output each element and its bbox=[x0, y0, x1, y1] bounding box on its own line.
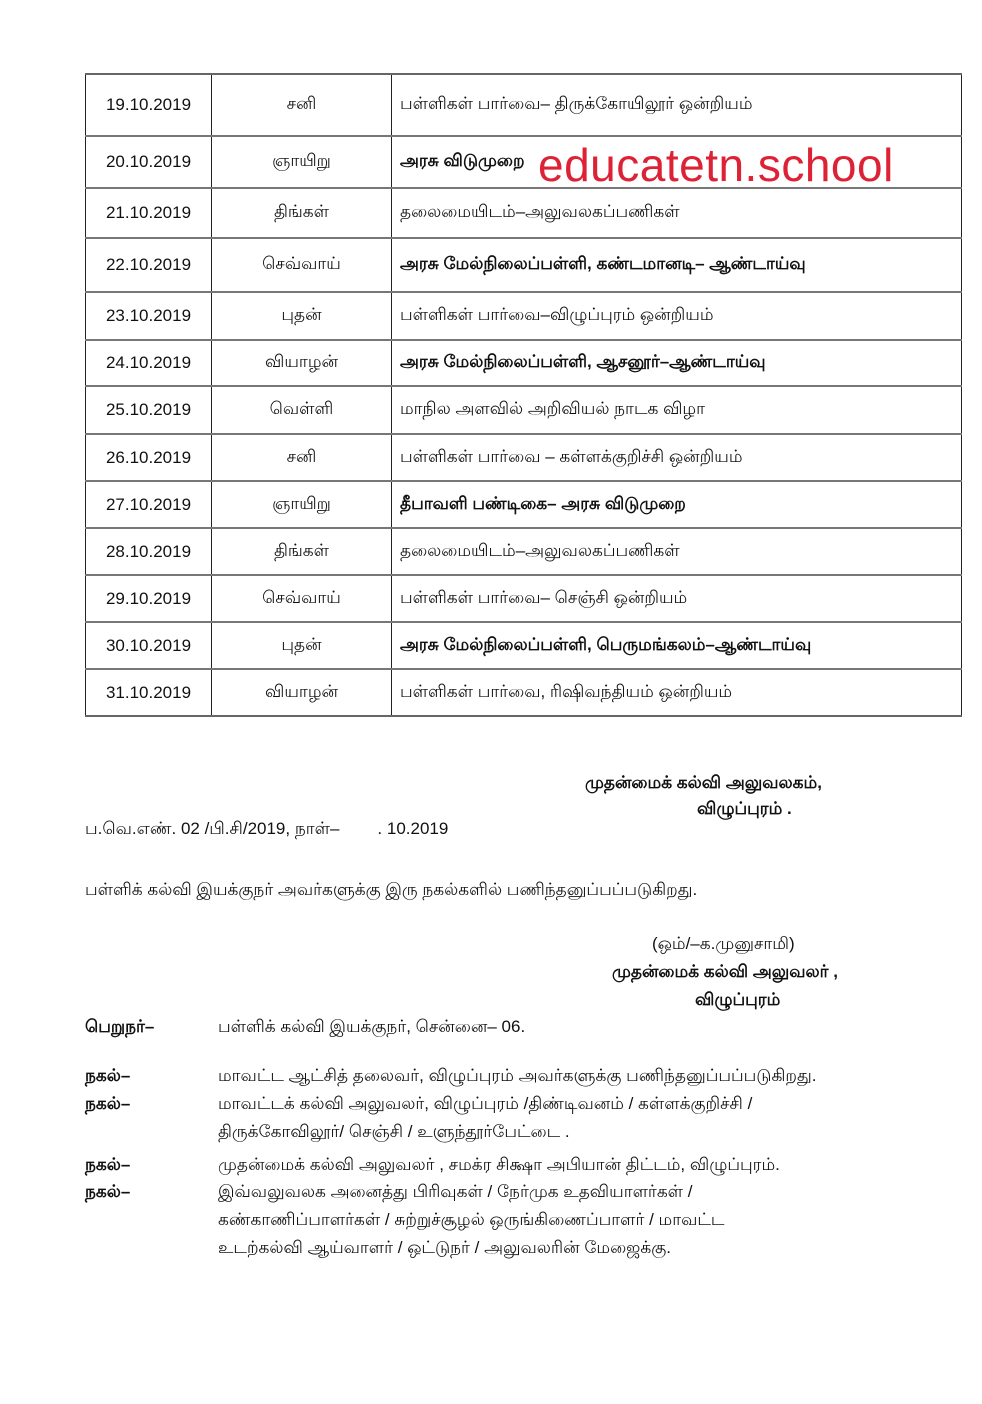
activity-cell: அரசு மேல்நிலைப்பள்ளி, பெருமங்கலம்–ஆண்டாய்வு bbox=[392, 622, 962, 669]
watermark: educatetn.school bbox=[538, 139, 894, 191]
day-cell: புதன் bbox=[212, 622, 392, 669]
copy-line: உடற்கல்வி ஆய்வாளர் / ஒட்டுநர் / அலுவலரின் மேஜைக்கு. bbox=[218, 1238, 671, 1257]
copy-line: இவ்வலுவலக அனைத்து பிரிவுகள் / நேர்முக உதவியாளர்கள் / bbox=[218, 1182, 693, 1201]
copy-text bbox=[218, 1151, 898, 1179]
copy-line: மாவட்ட ஆட்சித் தலைவர், விழுப்புரம் அவர்களுக்கு பணிந்தனுப்பப்படுகிறது. bbox=[218, 1066, 817, 1085]
date-cell: 30.10.2019 bbox=[86, 622, 212, 669]
activity-cell: அரசு மேல்நிலைப்பள்ளி, கண்டமானடி– ஆண்டாய்வு bbox=[392, 238, 962, 292]
day-cell: வெள்ளி bbox=[212, 386, 392, 434]
date-cell: 21.10.2019 bbox=[86, 188, 212, 238]
schedule-row bbox=[86, 188, 962, 238]
forwarding-note: பள்ளிக் கல்வி இயக்குநர் அவர்களுக்கு இரு நகல்களில் பணிந்தனுப்பப்படுகிறது. bbox=[85, 880, 698, 899]
copy-line: முதன்மைக் கல்வி அலுவலர் , சமக்ர சிக்ஷா அபியான் திட்டம், விழுப்புரம். bbox=[218, 1155, 780, 1174]
activity-cell: தலைமையிடம்–அலுவலகப்பணிகள் bbox=[392, 528, 962, 575]
activity-cell: பள்ளிகள் பார்வை, ரிஷிவந்தியம் ஒன்றியம் bbox=[392, 669, 962, 716]
activity-cell: மாநில அளவில் அறிவியல் நாடக விழா bbox=[392, 386, 962, 434]
schedule-row bbox=[86, 575, 962, 622]
schedule-row bbox=[86, 340, 962, 386]
day-cell: செவ்வாய் bbox=[212, 575, 392, 622]
schedule-row bbox=[86, 434, 962, 481]
day-cell: சனி bbox=[212, 434, 392, 481]
day-cell: திங்கள் bbox=[212, 528, 392, 575]
date-cell: 27.10.2019 bbox=[86, 481, 212, 528]
activity-cell: பள்ளிகள் பார்வை–விழுப்புரம் ஒன்றியம் bbox=[392, 292, 962, 340]
day-cell: வியாழன் bbox=[212, 340, 392, 386]
date-cell: 28.10.2019 bbox=[86, 528, 212, 575]
activity-cell: பள்ளிகள் பார்வை – கள்ளக்குறிச்சி ஒன்றியம் bbox=[392, 434, 962, 481]
activity-cell: பள்ளிகள் பார்வை– திருக்கோயிலூர் ஒன்றியம் bbox=[392, 74, 962, 136]
copy-text bbox=[218, 1178, 898, 1262]
day-cell: வியாழன் bbox=[212, 669, 392, 716]
date-cell: 19.10.2019 bbox=[86, 74, 212, 136]
copy-line: கண்காணிப்பாளர்கள் / சுற்றுச்சூழல் ஒருங்கிணைப்பாளர் / மாவட்ட bbox=[218, 1210, 725, 1229]
copy-label: நகல்– bbox=[85, 1066, 131, 1085]
schedule-row bbox=[86, 292, 962, 340]
schedule-row bbox=[86, 528, 962, 575]
date-cell: 23.10.2019 bbox=[86, 292, 212, 340]
recipient-text: பள்ளிக் கல்வி இயக்குநர், சென்னை– 06. bbox=[218, 1017, 526, 1036]
date-cell: 31.10.2019 bbox=[86, 669, 212, 716]
day-cell: புதன் bbox=[212, 292, 392, 340]
copy-line: மாவட்டக் கல்வி அலுவலர், விழுப்புரம் /திண்டிவனம் / கள்ளக்குறிச்சி / bbox=[218, 1094, 753, 1113]
schedule-row bbox=[86, 238, 962, 292]
recipient-label: பெறுநர்– bbox=[85, 1017, 155, 1036]
copy-text bbox=[218, 1062, 898, 1090]
signed-by: (ஒம்/–க.முனுசாமி) bbox=[652, 934, 795, 953]
reference-line bbox=[85, 819, 448, 841]
copy-text bbox=[218, 1090, 898, 1146]
copy-label: நகல்– bbox=[85, 1094, 131, 1113]
day-cell: சனி bbox=[212, 74, 392, 136]
activity-cell: அரசு விடுமுறை bbox=[392, 136, 962, 188]
office-name: முதன்மைக் கல்வி அலுவலகம், bbox=[585, 773, 822, 792]
reference-date: . 10.2019 bbox=[377, 819, 449, 838]
signer-place: விழுப்புரம் bbox=[695, 990, 781, 1009]
schedule-row bbox=[86, 669, 962, 716]
office-address bbox=[585, 770, 845, 822]
schedule-row bbox=[86, 386, 962, 434]
activity-cell: தீபாவளி பண்டிகை– அரசு விடுமுறை bbox=[392, 481, 962, 528]
copy-line: திருக்கோவிலூர்/ செஞ்சி / உளுந்தூர்பேட்டை . bbox=[218, 1122, 570, 1141]
signature-block bbox=[580, 930, 870, 1014]
office-city: விழுப்புரம் . bbox=[697, 799, 792, 818]
date-cell: 22.10.2019 bbox=[86, 238, 212, 292]
copy-label: நகல்– bbox=[85, 1182, 131, 1201]
schedule-row bbox=[86, 622, 962, 669]
activity-cell: அரசு மேல்நிலைப்பள்ளி, ஆசனூர்–ஆண்டாய்வு bbox=[392, 340, 962, 386]
date-cell: 24.10.2019 bbox=[86, 340, 212, 386]
date-cell: 20.10.2019 bbox=[86, 136, 212, 188]
day-cell: திங்கள் bbox=[212, 188, 392, 238]
day-cell: செவ்வாய் bbox=[212, 238, 392, 292]
day-cell: ஞாயிறு bbox=[212, 481, 392, 528]
activity-cell: தலைமையிடம்–அலுவலகப்பணிகள் bbox=[392, 188, 962, 238]
date-cell: 26.10.2019 bbox=[86, 434, 212, 481]
schedule-row bbox=[86, 481, 962, 528]
activity-cell: பள்ளிகள் பார்வை– செஞ்சி ஒன்றியம் bbox=[392, 575, 962, 622]
date-cell: 29.10.2019 bbox=[86, 575, 212, 622]
schedule-row bbox=[86, 74, 962, 136]
reference-number: ப.வெ.எண். 02 /பி.சி/2019, நாள்– bbox=[85, 819, 340, 838]
copy-label: நகல்– bbox=[85, 1155, 131, 1174]
date-cell: 25.10.2019 bbox=[86, 386, 212, 434]
signer-designation: முதன்மைக் கல்வி அலுவலர் , bbox=[612, 962, 838, 981]
day-cell: ஞாயிறு bbox=[212, 136, 392, 188]
